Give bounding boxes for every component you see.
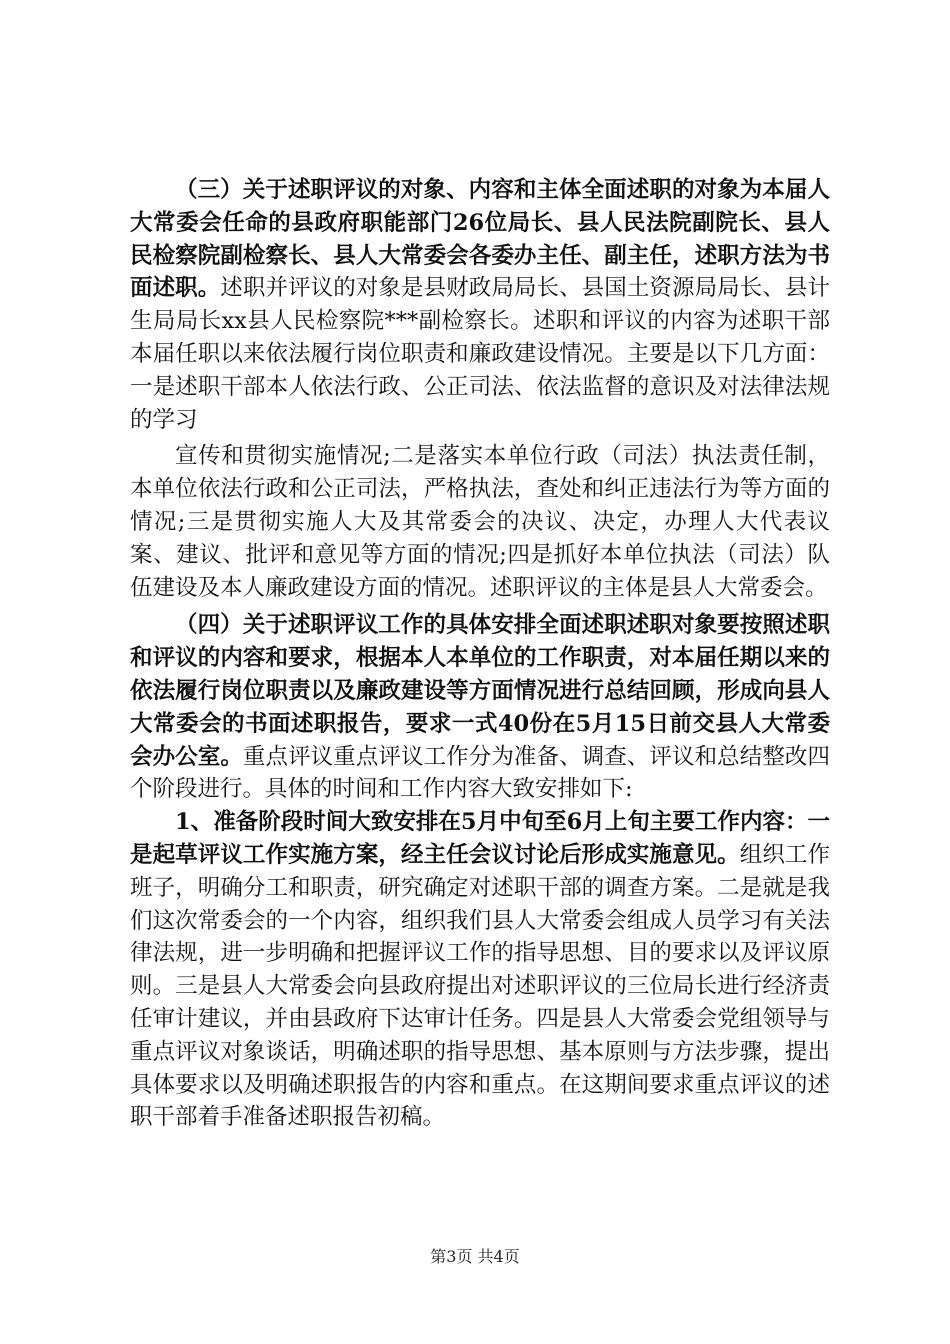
paragraph-3 — [130, 174, 830, 436]
paragraph-4-body: 重点评议重点评议工作分为准备、调查、评议和总结整改四个阶段进行。具体的时间和工作内容大致安排如下: — [130, 743, 830, 803]
paragraph-3-body: 述职并评议的对象是县财政局局长、县国土资源局局长、县计生局局长xx县人民检察院***副检察长。述职和评议的内容为述职干部本届任职以来依法履行岗位职责和廉政建设情况。主要是以下几方面：一是述职干部本人依法行政、公正司法、依法监督的意识及对法律法规的学习 — [130, 275, 830, 433]
paragraph-4-1-body: 组织工作班子，明确分工和职责，研究确定对述职干部的调查方案。二是就是我们这次常委会的一个内容，组织我们县人大常委会组成人员学习有关法律法规，进一步明确和把握评议工作的指导思想、目的要求以及评议原则。三是县人大常委会向县政府提出对述职评议的三位局长进行经济责任审计建议，并由县政府下达审计任务。四是县人大常委会党组领导与重点评议对象谈话，明确述职的指导思想、基本原则与方法步骤，提出具体要求以及明确述职报告的内容和重点。在这期间要求重点评议的述职干部着手准备述职报告初稿。 — [130, 841, 830, 1131]
document-body — [130, 174, 830, 1134]
paragraph-4-1-heading: 1、准备阶段时间大致安排在5月中旬至6月上旬主要工作内容：一是起草评议工作实施方案，经主任会议讨论后形成实施意见。 — [130, 809, 830, 868]
paragraph-4-heading: （四）关于述职评议工作的具体安排全面述职述职对象要按照述职和评议的内容和要求，根据本人本单位的工作职责，对本届任期以来的依法履行岗位职责以及廉政建设等方面情况进行总结回顾，形成向县人大常委会的书面述职报告，要求一式40份在5月15日前交县人大常委会办公室。 — [130, 612, 830, 770]
paragraph-3-heading: （三）关于述职评议的对象、内容和主体全面述职的对象为本届人大常委会任命的县政府职能部门26位局长、县人民法院副院长、县人民检察院副检察长、县人大常委会各委办主任、副主任，述职方法为书面述职。 — [130, 177, 830, 302]
paragraph-3-continued — [130, 440, 830, 604]
paragraph-4-1 — [130, 806, 830, 1134]
paragraph-4 — [130, 609, 830, 806]
paragraph-3-continued-body: 宣传和贯彻实施情况;二是落实本单位行政（司法）执法责任制，本单位依法行政和公正司法，严格执法，查处和纠正违法行为等方面的情况;三是贯彻实施人大及其常委会的决议、决定，办理人大代表议案、建议、批评和意见等方面的情况;四是抓好本单位执法（司法）队伍建设及本人廉政建设方面的情况。述职评议的主体是县人大常委会。 — [130, 443, 830, 601]
page-footer: 第3页 共4页 — [430, 1247, 520, 1266]
